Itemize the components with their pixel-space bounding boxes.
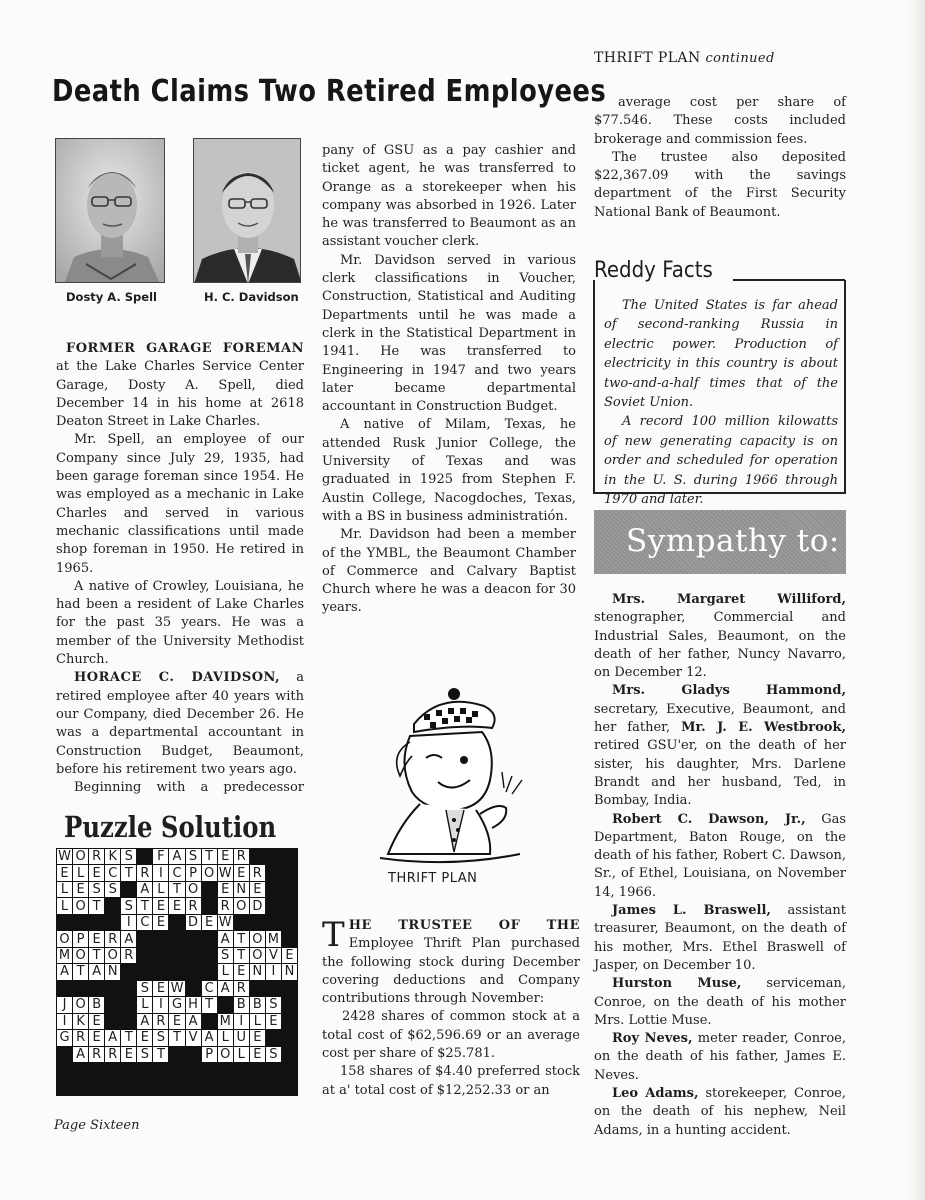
- grid-letter-cell: R: [218, 898, 233, 913]
- grid-black-cell: [57, 915, 72, 930]
- grid-letter-cell: A: [218, 931, 233, 946]
- grid-letter-cell: A: [137, 882, 152, 897]
- grid-black-cell: [137, 931, 152, 946]
- grid-black-cell: [202, 1063, 217, 1078]
- sympathy-name: James L. Braswell,: [612, 903, 771, 919]
- grid-black-cell: [234, 915, 249, 930]
- grid-black-cell: [153, 1080, 168, 1095]
- grid-black-cell: [121, 964, 136, 979]
- grid-black-cell: [105, 1080, 120, 1095]
- grid-letter-cell: I: [57, 1014, 72, 1029]
- grid-letter-cell: T: [137, 898, 152, 913]
- grid-letter-cell: W: [218, 865, 232, 881]
- grid-letter-cell: T: [121, 865, 136, 880]
- sympathy-banner: Sympathy to:: [594, 510, 846, 574]
- grid-letter-cell: E: [89, 1030, 104, 1045]
- grid-letter-cell: T: [202, 997, 217, 1012]
- grid-letter-cell: O: [73, 948, 88, 963]
- continued-suffix: continued: [705, 51, 775, 66]
- grid-letter-cell: R: [250, 865, 265, 880]
- article-paragraph: Beginning with a predecessor: [74, 780, 304, 796]
- grid-letter-cell: R: [89, 849, 104, 864]
- grid-black-cell: [218, 1080, 233, 1095]
- sympathy-text: Gas Department, Baton Rouge, on the death of his father, Robert C. Dawson, Sr., of Ethel, Louisiana, on November 14, 1966.: [594, 811, 846, 900]
- grid-letter-cell: A: [137, 1014, 152, 1029]
- grid-letter-cell: C: [137, 915, 152, 930]
- continued-header: [594, 50, 775, 66]
- grid-letter-cell: S: [137, 981, 152, 996]
- grid-letter-cell: E: [250, 1047, 265, 1062]
- grid-letter-cell: M: [219, 1013, 231, 1029]
- grid-letter-cell: A: [73, 1047, 88, 1062]
- grid-black-cell: [105, 898, 120, 913]
- grid-letter-cell: L: [153, 882, 168, 897]
- grid-black-cell: [202, 931, 217, 946]
- grid-black-cell: [282, 1030, 297, 1045]
- grid-letter-cell: N: [282, 964, 297, 979]
- grid-black-cell: [137, 1063, 152, 1078]
- grid-black-cell: [266, 865, 281, 880]
- grid-letter-cell: B: [89, 997, 104, 1012]
- grid-black-cell: [282, 865, 297, 880]
- grid-black-cell: [250, 915, 265, 930]
- grid-letter-cell: W: [170, 980, 184, 996]
- reddy-paragraph: The United States is far ahead of second-ranking Russia in electric power. Production of electricity in this country is about two-and-a-half times that of the Soviet Union.: [604, 298, 838, 411]
- article-lead-davidson: HORACE C. DAVIDSON,: [74, 670, 281, 686]
- grid-letter-cell: P: [73, 931, 88, 946]
- grid-black-cell: [202, 898, 217, 913]
- grid-letter-cell: O: [234, 898, 249, 913]
- grid-letter-cell: L: [57, 898, 72, 913]
- thrift-plan-caption: THRIFT PLAN: [388, 871, 478, 886]
- grid-black-cell: [266, 1030, 281, 1045]
- grid-black-cell: [202, 964, 217, 979]
- article-text: at the Lake Charles Service Center Garage, Dosty A. Spell, died December 14 in his home at 2618 Deaton Street in Lake Charles.: [56, 359, 304, 430]
- grid-black-cell: [153, 1063, 168, 1078]
- article-paragraph: Mr. Davidson had been a member of the YMBL, the Beaumont Chamber of Commerce and Calvary Baptist Church where he was a deacon for 30 years.: [322, 527, 576, 616]
- grid-letter-cell: E: [218, 849, 233, 864]
- grid-black-cell: [282, 1047, 297, 1062]
- page-edge: [907, 0, 925, 1200]
- grid-letter-cell: P: [202, 1047, 217, 1062]
- grid-letter-cell: T: [234, 931, 249, 946]
- grid-letter-cell: S: [137, 1047, 152, 1062]
- grid-black-cell: [89, 981, 104, 996]
- grid-black-cell: [266, 1080, 281, 1095]
- grid-black-cell: [282, 882, 297, 897]
- grid-letter-cell: R: [186, 898, 201, 913]
- grid-letter-cell: O: [57, 931, 72, 946]
- article-column-1: [56, 340, 304, 797]
- sympathy-name: Roy Neves,: [612, 1031, 693, 1047]
- grid-letter-cell: E: [250, 1030, 265, 1045]
- grid-black-cell: [153, 931, 168, 946]
- thrift-text: Employee Thrift Plan purchased the following stock during December covering deductions and Company contributions through November:: [322, 936, 580, 1007]
- grid-letter-cell: S: [121, 898, 136, 913]
- grid-black-cell: [57, 1063, 72, 1078]
- sympathy-text: assistant treasurer, Beaumont, on the death of his mother, Mrs. Ethel Braswell of Jasper, on December 10.: [594, 903, 846, 973]
- grid-letter-cell: E: [153, 981, 168, 996]
- grid-black-cell: [218, 997, 233, 1012]
- grid-letter-cell: E: [218, 882, 233, 897]
- grid-letter-cell: L: [250, 1014, 265, 1029]
- grid-letter-cell: D: [186, 915, 201, 930]
- grid-letter-cell: A: [105, 1030, 120, 1045]
- grid-black-cell: [202, 948, 217, 963]
- photo-caption-davidson: H. C. Davidson: [204, 290, 299, 304]
- grid-letter-cell: B: [234, 997, 249, 1012]
- grid-letter-cell: E: [250, 882, 265, 897]
- crossword-grid: [56, 848, 298, 1096]
- grid-letter-cell: R: [105, 931, 120, 946]
- photo-spell: [55, 138, 165, 283]
- grid-black-cell: [169, 964, 184, 979]
- grid-black-cell: [105, 981, 120, 996]
- grid-black-cell: [250, 981, 265, 996]
- sympathy-name: Leo Adams,: [612, 1086, 699, 1102]
- grid-letter-cell: F: [153, 849, 168, 864]
- sympathy-name: Mr. J. E. Westbrook,: [681, 720, 846, 736]
- reddy-kilowatt-illustration: [380, 684, 530, 870]
- grid-black-cell: [73, 915, 88, 930]
- grid-letter-cell: U: [234, 1030, 249, 1045]
- grid-letter-cell: T: [169, 1030, 184, 1045]
- thrift-plan-article: [322, 917, 580, 1100]
- grid-letter-cell: E: [153, 915, 168, 930]
- grid-black-cell: [89, 915, 104, 930]
- grid-letter-cell: A: [202, 1030, 217, 1045]
- grid-black-cell: [282, 931, 297, 946]
- grid-letter-cell: T: [73, 964, 88, 979]
- sympathy-name: Robert C. Dawson, Jr.,: [612, 811, 806, 827]
- sympathy-entry: [594, 591, 846, 682]
- grid-black-cell: [73, 981, 88, 996]
- grid-letter-cell: A: [89, 964, 104, 979]
- grid-letter-cell: E: [282, 948, 297, 963]
- grid-letter-cell: I: [234, 1014, 249, 1029]
- grid-letter-cell: I: [121, 915, 136, 930]
- grid-letter-cell: E: [169, 1014, 184, 1029]
- grid-letter-cell: A: [121, 931, 136, 946]
- sympathy-list: [594, 591, 846, 1140]
- grid-black-cell: [186, 964, 201, 979]
- grid-letter-cell: T: [169, 882, 184, 897]
- grid-black-cell: [73, 1080, 88, 1095]
- grid-letter-cell: S: [105, 882, 120, 897]
- grid-black-cell: [202, 1014, 217, 1029]
- sympathy-text: retired GSU'er, on the death of her sister, his daughter, Mrs. Darlene Brandt and her husband, Ted, in Bombay, India.: [594, 738, 846, 809]
- grid-black-cell: [282, 997, 297, 1012]
- grid-black-cell: [234, 1080, 249, 1095]
- grid-letter-cell: C: [169, 865, 184, 880]
- grid-black-cell: [89, 1063, 104, 1078]
- grid-black-cell: [169, 915, 184, 930]
- grid-letter-cell: N: [105, 964, 120, 979]
- grid-letter-cell: C: [105, 865, 120, 880]
- article-lead-spell: FORMER GARAGE FOREMAN: [66, 341, 304, 356]
- grid-black-cell: [105, 1014, 120, 1029]
- grid-black-cell: [186, 1080, 201, 1095]
- grid-black-cell: [169, 1080, 184, 1095]
- grid-black-cell: [121, 1014, 136, 1029]
- article-paragraph: Mr. Spell, an employee of our Company since July 29, 1935, had been garage foreman since 1954. He was employed as a mechanic in Lake Charles and served in various mechanic classifications until made shop foreman in 1950. He retired in 1965.: [56, 432, 304, 576]
- grid-letter-cell: C: [202, 981, 217, 996]
- sympathy-text: storekeeper, Conroe, on the death of his nephew, Neil Adams, in a hunting accident.: [594, 1086, 847, 1138]
- thrift-paragraph: average cost per share of $77.546. These costs included brokerage and commission fees.: [594, 95, 846, 147]
- grid-letter-cell: E: [234, 865, 249, 880]
- thrift-lead: HE TRUSTEE OF THE: [348, 918, 580, 933]
- grid-black-cell: [186, 931, 201, 946]
- grid-black-cell: [121, 981, 136, 996]
- grid-letter-cell: T: [89, 898, 104, 913]
- sympathy-entry: [594, 811, 846, 902]
- continued-label: THRIFT PLAN: [594, 50, 701, 66]
- article-column-2: [322, 142, 576, 618]
- grid-black-cell: [105, 915, 120, 930]
- grid-letter-cell: I: [153, 997, 168, 1012]
- grid-black-cell: [234, 1063, 249, 1078]
- grid-letter-cell: N: [250, 964, 265, 979]
- photo-caption-spell: Dosty A. Spell: [66, 290, 157, 304]
- grid-letter-cell: O: [218, 1047, 233, 1062]
- sympathy-name: Mrs. Gladys Hammond,: [612, 683, 846, 699]
- grid-letter-cell: O: [73, 997, 88, 1012]
- article-paragraph: Mr. Davidson served in various clerk classifications in Voucher, Construction, Statistical and Auditing Departments until he was made a clerk in the Statistical Department in 1941. He was transferred to Engineering in 1947 and two years later became departmental accountant in Construction Budget.: [322, 252, 576, 415]
- page-number: Page Sixteen: [54, 1118, 140, 1133]
- grid-letter-cell: R: [121, 948, 136, 963]
- article-paragraph: [56, 340, 304, 431]
- grid-letter-cell: M: [58, 948, 71, 964]
- grid-letter-cell: L: [218, 964, 233, 979]
- grid-black-cell: [266, 849, 281, 864]
- grid-black-cell: [282, 1080, 297, 1095]
- grid-letter-cell: O: [202, 865, 217, 880]
- grid-black-cell: [266, 1063, 281, 1078]
- sympathy-entry: [594, 975, 846, 1030]
- grid-letter-cell: G: [169, 997, 184, 1012]
- sympathy-entry: [594, 902, 846, 975]
- grid-letter-cell: E: [57, 865, 72, 880]
- grid-letter-cell: O: [250, 948, 265, 963]
- grid-black-cell: [266, 981, 281, 996]
- grid-black-cell: [137, 849, 152, 864]
- grid-black-cell: [282, 1063, 297, 1078]
- grid-black-cell: [137, 1080, 152, 1095]
- thrift-paragraph: [322, 917, 580, 1008]
- thrift-paragraph: 158 shares of $4.40 preferred stock at a' total cost of $12,252.33 or an: [322, 1064, 580, 1098]
- grid-letter-cell: O: [73, 898, 88, 913]
- grid-letter-cell: S: [153, 1030, 168, 1045]
- grid-letter-cell: E: [89, 865, 104, 880]
- grid-black-cell: [169, 948, 184, 963]
- grid-letter-cell: S: [218, 948, 233, 963]
- grid-black-cell: [250, 849, 265, 864]
- grid-letter-cell: E: [89, 1014, 104, 1029]
- grid-letter-cell: E: [73, 882, 88, 897]
- grid-letter-cell: W: [218, 915, 232, 931]
- grid-letter-cell: T: [234, 948, 249, 963]
- grid-letter-cell: E: [137, 1030, 152, 1045]
- grid-letter-cell: K: [73, 1014, 88, 1029]
- grid-letter-cell: R: [137, 865, 152, 880]
- grid-black-cell: [105, 997, 120, 1012]
- grid-letter-cell: A: [169, 849, 184, 864]
- grid-letter-cell: T: [202, 849, 217, 864]
- grid-black-cell: [282, 849, 297, 864]
- sympathy-text: secretary, Executive, Beaumont, and her father,: [594, 701, 846, 736]
- grid-letter-cell: E: [234, 964, 249, 979]
- grid-letter-cell: T: [121, 1030, 136, 1045]
- grid-black-cell: [266, 898, 281, 913]
- grid-letter-cell: L: [73, 865, 88, 880]
- grid-letter-cell: B: [250, 997, 265, 1012]
- grid-letter-cell: T: [89, 948, 104, 963]
- grid-black-cell: [186, 1047, 201, 1062]
- grid-letter-cell: H: [186, 997, 201, 1012]
- grid-black-cell: [250, 1063, 265, 1078]
- grid-black-cell: [186, 981, 201, 996]
- sympathy-text: serviceman, Conroe, on the death of his mother Mrs. Lottie Muse.: [594, 976, 846, 1028]
- article-text: a retired employee after 40 years with our Company, died December 26. He was a departmental accountant in Construction Budget, Beaumont, before his retirement two years ago.: [56, 670, 304, 777]
- grid-black-cell: [57, 981, 72, 996]
- grid-black-cell: [282, 898, 297, 913]
- grid-letter-cell: M: [267, 931, 279, 947]
- photo-davidson: [193, 138, 301, 283]
- grid-black-cell: [266, 915, 281, 930]
- grid-letter-cell: R: [234, 849, 249, 864]
- grid-letter-cell: O: [105, 948, 120, 963]
- grid-letter-cell: L: [234, 1047, 249, 1062]
- sympathy-entry: [594, 1030, 846, 1085]
- grid-letter-cell: N: [234, 882, 249, 897]
- grid-black-cell: [282, 1014, 297, 1029]
- grid-letter-cell: T: [153, 1047, 168, 1062]
- sympathy-name: Mrs. Margaret Williford,: [612, 592, 846, 607]
- article-paragraph-continued: pany of GSU as a pay cashier and ticket agent, he was transferred to Orange as a storekeeper when his company was absorbed in 1926. Later he was transferred to Beaumont as an assistant voucher clerk.: [322, 143, 576, 250]
- grid-black-cell: [266, 882, 281, 897]
- grid-letter-cell: R: [234, 981, 249, 996]
- grid-letter-cell: I: [153, 865, 168, 880]
- grid-letter-cell: S: [186, 849, 201, 864]
- grid-black-cell: [202, 1080, 217, 1095]
- grid-black-cell: [186, 948, 201, 963]
- grid-letter-cell: S: [266, 997, 281, 1012]
- grid-black-cell: [169, 1063, 184, 1078]
- grid-black-cell: [250, 1080, 265, 1095]
- grid-black-cell: [137, 964, 152, 979]
- grid-letter-cell: O: [250, 931, 265, 946]
- grid-black-cell: [169, 931, 184, 946]
- grid-letter-cell: E: [153, 898, 168, 913]
- puzzle-title: Puzzle Solution: [64, 810, 277, 844]
- grid-letter-cell: K: [105, 849, 120, 864]
- sympathy-entry: [594, 1085, 846, 1140]
- grid-letter-cell: V: [186, 1030, 201, 1045]
- grid-black-cell: [153, 964, 168, 979]
- grid-letter-cell: A: [218, 981, 233, 996]
- grid-letter-cell: D: [250, 898, 265, 913]
- grid-letter-cell: A: [57, 964, 72, 979]
- grid-letter-cell: J: [57, 997, 72, 1012]
- thrift-plan-continued: [594, 94, 846, 222]
- grid-letter-cell: G: [57, 1030, 72, 1045]
- grid-letter-cell: E: [202, 915, 217, 930]
- grid-black-cell: [218, 1063, 233, 1078]
- grid-letter-cell: S: [121, 849, 136, 864]
- grid-black-cell: [121, 882, 136, 897]
- sympathy-text: stenographer, Commercial and Industrial Sales, Beaumont, on the death of her father, Nuncy Navarro, on December 12.: [594, 610, 846, 681]
- grid-letter-cell: E: [266, 1014, 281, 1029]
- article-paragraph: A native of Milam, Texas, he attended Rusk Junior College, the University of Texas and was graduated in 1925 from Stephen F. Austin College, Nacogdoches, Texas, with a BS in business administratión.: [322, 417, 576, 524]
- grid-black-cell: [57, 1080, 72, 1095]
- grid-letter-cell: E: [89, 931, 104, 946]
- grid-letter-cell: E: [121, 1047, 136, 1062]
- grid-letter-cell: R: [73, 1030, 88, 1045]
- grid-letter-cell: R: [153, 1014, 168, 1029]
- grid-letter-cell: S: [266, 1047, 281, 1062]
- grid-black-cell: [282, 981, 297, 996]
- grid-black-cell: [121, 997, 136, 1012]
- grid-black-cell: [89, 1080, 104, 1095]
- grid-letter-cell: W: [58, 849, 71, 865]
- grid-black-cell: [57, 1047, 72, 1062]
- grid-letter-cell: R: [105, 1047, 120, 1062]
- grid-letter-cell: I: [266, 964, 281, 979]
- thrift-paragraph: 2428 shares of common stock at a total cost of $62,596.69 or an average cost per share of $25.781.: [322, 1009, 580, 1062]
- grid-letter-cell: P: [186, 865, 201, 880]
- grid-letter-cell: L: [137, 997, 152, 1012]
- grid-black-cell: [105, 1063, 120, 1078]
- grid-letter-cell: L: [57, 882, 72, 897]
- grid-letter-cell: V: [266, 948, 281, 963]
- drop-cap: T: [322, 915, 345, 955]
- grid-black-cell: [137, 948, 152, 963]
- grid-black-cell: [73, 1063, 88, 1078]
- grid-letter-cell: A: [186, 1014, 201, 1029]
- grid-letter-cell: E: [169, 898, 184, 913]
- grid-black-cell: [186, 1063, 201, 1078]
- grid-letter-cell: O: [186, 882, 201, 897]
- grid-black-cell: [121, 1063, 136, 1078]
- grid-black-cell: [169, 1047, 184, 1062]
- thrift-paragraph: The trustee also deposited $22,367.09 with the savings department of the First Security National Bank of Beaumont.: [594, 149, 846, 220]
- sympathy-entry: [594, 682, 846, 810]
- reddy-facts-title: Reddy Facts: [594, 258, 713, 283]
- grid-black-cell: [153, 948, 168, 963]
- article-paragraph: A native of Crowley, Louisiana, he had been a resident of Lake Charles for the past 35 years. He was a member of the University Methodist Church.: [56, 578, 304, 668]
- grid-black-cell: [282, 915, 297, 930]
- grid-letter-cell: O: [73, 849, 88, 864]
- grid-black-cell: [121, 1080, 136, 1095]
- grid-letter-cell: L: [218, 1030, 233, 1045]
- grid-letter-cell: S: [89, 882, 104, 897]
- reddy-paragraph: A record 100 million kilowatts of new generating capacity is on order and scheduled for operation in the U. S. during 1966 through 1970 and later.: [604, 414, 838, 508]
- reddy-facts-text: [604, 296, 838, 509]
- grid-black-cell: [202, 882, 217, 897]
- headline: Death Claims Two Retired Employees: [52, 74, 607, 109]
- sympathy-text: meter reader, Conroe, on the death of his father, James E. Neves.: [594, 1031, 846, 1083]
- sympathy-name: Hurston Muse,: [612, 976, 742, 992]
- grid-letter-cell: R: [89, 1047, 104, 1062]
